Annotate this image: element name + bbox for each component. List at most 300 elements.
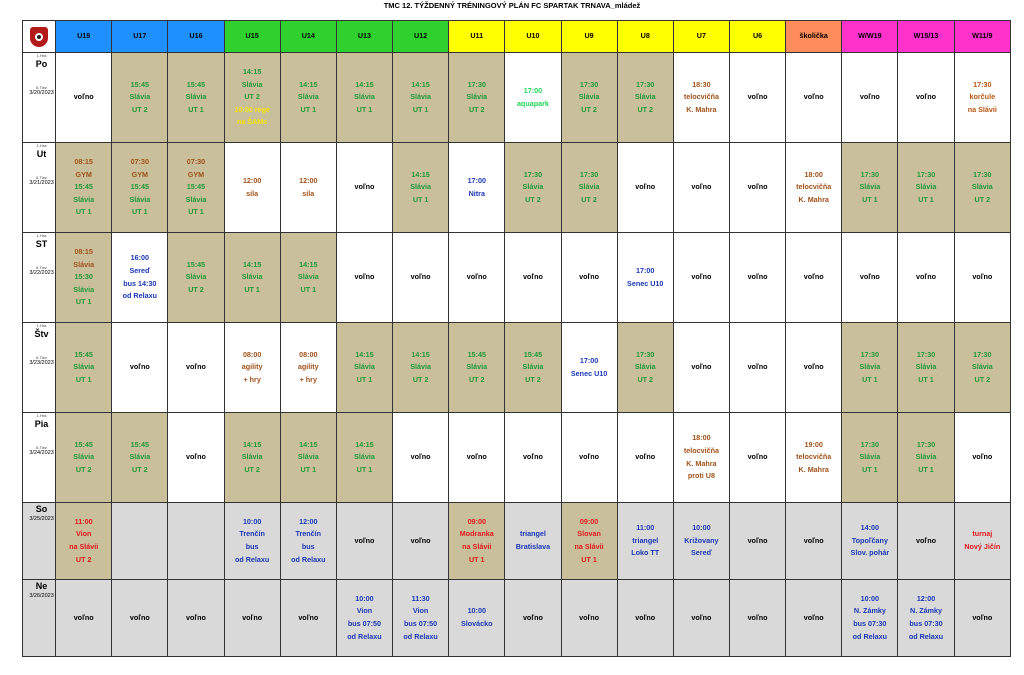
category-header: U15 [224,21,280,53]
day-row [23,143,1011,233]
schedule-cell [449,323,505,413]
schedule-line: 14:15 [355,439,374,449]
category-header: U13 [336,21,392,53]
schedule-line: Trenčín [295,529,322,539]
schedule-cell [168,233,224,323]
schedule-line: voľno [410,272,431,282]
day-note-top: 1.Hra [36,233,47,238]
schedule-line: 15:45 [186,259,206,269]
schedule-line: voľno [916,272,936,282]
category-header: U16 [168,21,224,53]
schedule-line: voľno [691,182,712,192]
schedule-line: 17:30 [973,169,992,179]
schedule-line: Slávia [241,452,263,462]
schedule-line: Nitra [468,188,485,198]
schedule-cell [898,503,954,580]
day-name: Ne [35,581,48,591]
schedule-line: UT 1 [300,284,317,294]
day-row [23,503,1011,580]
schedule-line: UT 2 [637,104,654,114]
schedule-line: UT 2 [132,464,148,474]
schedule-cell [673,143,729,233]
schedule-line: 10:00 [355,593,374,603]
plan-body [23,53,1011,657]
schedule-line: voľno [410,535,431,545]
schedule-line: UT 2 [974,374,991,384]
schedule-cell [842,53,898,143]
schedule-line: 15:45 [186,79,206,89]
schedule-cell [673,323,729,413]
schedule-line: UT 2 [581,104,597,114]
day-date: 3/24/2023 [29,449,54,456]
schedule-line: 11:30 [411,593,430,603]
schedule-line: Slávia [185,272,207,282]
schedule-line: Slávia [73,362,95,372]
schedule-line: Slávia [73,259,95,269]
schedule-line: Slávia [129,194,151,204]
schedule-line: Slávia [129,92,151,102]
schedule-line: voľno [73,612,94,622]
day-note-mid: 6.Tiez [36,444,47,450]
day-row [23,413,1011,503]
schedule-line: voľno [522,452,543,462]
schedule-line: voľno [916,535,936,545]
schedule-cell [617,53,673,143]
schedule-cell [617,323,673,413]
schedule-cell [224,143,280,233]
schedule-line: triangel [519,529,546,539]
category-header: U7 [673,21,729,53]
schedule-line: 15:45 [523,349,543,359]
schedule-line: + hry [243,374,261,384]
day-row [23,580,1011,657]
schedule-line: UT 1 [862,194,878,204]
schedule-line: voľno [466,452,487,462]
schedule-cell [673,413,729,503]
schedule-line: UT 1 [356,104,373,114]
schedule-line: 17:30 [579,79,599,89]
schedule-line: Slávia [466,362,488,372]
category-header: U19 [56,21,112,53]
schedule-cell [449,580,505,657]
schedule-line: voľno [803,272,824,282]
schedule-line: bus 14:30 [123,278,157,288]
schedule-line: turnaj [972,529,993,539]
schedule-line: 08:15 [74,247,93,257]
schedule-line: Trenčín [239,529,265,539]
schedule-cell [280,580,336,657]
day-label [23,413,55,502]
schedule-line: voľno [747,362,768,372]
schedule-cell [280,503,336,580]
schedule-line: 17:30 [973,349,992,359]
schedule-line: Križovany [684,535,719,545]
category-header: W15/13 [898,21,954,53]
schedule-line: Modranka [459,529,494,539]
schedule-line: Slávia [354,362,375,372]
schedule-line: Senec U10 [570,368,608,378]
schedule-cell [336,413,392,503]
schedule-cell [393,233,449,323]
schedule-line: voľno [635,612,656,622]
schedule-cell [842,580,898,657]
schedule-cell [336,143,392,233]
schedule-cell [954,143,1010,233]
schedule-line: UT 1 [356,374,373,384]
schedule-line: od Relaxu [234,554,270,564]
schedule-cell [729,53,785,143]
schedule-line: Slávia [410,182,431,192]
schedule-cell [842,413,898,503]
schedule-line: UT 1 [300,104,317,114]
schedule-line: od Relaxu [403,631,438,641]
schedule-line: 17:30 [636,79,655,89]
schedule-line: UT 2 [974,194,991,204]
fc-spartak-trnava-crest-icon [30,27,48,47]
schedule-line: UT 1 [468,554,485,564]
schedule-cell [336,503,392,580]
schedule-line: voľno [522,612,543,622]
schedule-line: 08:00 [242,349,262,359]
schedule-line: od Relaxu [291,554,326,564]
schedule-line: 11:00 [636,523,655,533]
day-label [23,580,55,656]
day-label [23,233,55,322]
schedule-cell [786,323,842,413]
schedule-line: 14:15 [411,349,430,359]
schedule-line: Slávia [297,452,319,462]
schedule-line: voľno [579,452,600,462]
day-name: Pia [34,419,49,429]
schedule-line: UT 1 [862,464,878,474]
schedule-cell [56,53,112,143]
schedule-line: agility [241,362,263,372]
schedule-cell [898,233,954,323]
schedule-line: Slávia [241,272,263,282]
schedule-line: proti U8 [687,471,715,481]
schedule-line: voľno [859,272,880,282]
schedule-line: Slovácko [460,619,493,628]
schedule-cell [729,503,785,580]
day-row [23,53,1011,143]
schedule-cell [336,53,392,143]
schedule-cell [56,503,112,580]
schedule-line: 17:30 [860,349,880,359]
schedule-line: 15:45 [186,182,206,192]
schedule-line: voľno [73,92,94,102]
schedule-line: voľno [466,272,487,282]
schedule-line: Slávia [634,362,656,372]
schedule-line: 17:00 [523,85,543,95]
schedule-cell [393,143,449,233]
schedule-line: Sereď [691,548,712,558]
schedule-line: bus 07:50 [347,619,382,628]
schedule-line: UT 1 [188,207,204,217]
day-label [23,53,55,142]
schedule-line: Vion [412,606,429,616]
schedule-line: Slávia [185,194,207,204]
schedule-cell [729,323,785,413]
schedule-line: voľno [298,612,319,622]
schedule-line: voľno [972,452,993,462]
day-label-cell [23,580,56,657]
schedule-cell [112,233,168,323]
schedule-line: voľno [354,535,375,545]
schedule-line: telocvičňa [796,182,832,192]
category-header: U6 [729,21,785,53]
schedule-line: GYM [131,169,149,179]
schedule-line: voľno [747,92,768,102]
schedule-line: 14:15 [355,349,374,359]
schedule-cell [393,323,449,413]
schedule-line: Bratislava [515,542,551,551]
schedule-line: voľno [972,612,993,622]
schedule-line: Slávia [410,362,431,372]
schedule-cell [505,323,561,413]
schedule-line: 14:15 [411,169,430,179]
schedule-cell [224,503,280,580]
schedule-cell [617,413,673,503]
schedule-cell [954,413,1010,503]
schedule-line: UT 1 [244,284,260,294]
schedule-line: voľno [972,272,993,282]
schedule-line: sila [302,188,315,198]
schedule-line: Slávia [522,182,544,192]
schedule-cell [168,580,224,657]
category-header: U10 [505,21,561,53]
schedule-cell [898,323,954,413]
category-header: U9 [561,21,617,53]
schedule-line: UT 2 [244,92,260,102]
schedule-line: UT 1 [356,464,373,474]
day-note-mid: 6.Tiez [36,174,47,180]
day-name: So [35,504,48,514]
schedule-line: na Slávii [574,542,604,551]
schedule-line: UT 2 [132,104,148,114]
schedule-line: 14:15 [299,79,318,89]
schedule-cell [280,143,336,233]
schedule-line: Sereď [129,265,151,275]
schedule-line: 15:45 [130,79,150,89]
schedule-line: UT 1 [918,194,934,204]
schedule-line: 17:30 [523,169,543,179]
schedule-cell [168,143,224,233]
schedule-line: Slávia [578,182,600,192]
schedule-line: Topoľčany [851,535,888,545]
day-note-mid: 6.Tiez [36,264,47,270]
schedule-line: UT 1 [188,104,204,114]
schedule-cell [168,503,224,580]
schedule-line: 15:45 [130,182,150,192]
schedule-cell [898,413,954,503]
schedule-line: 14:15 [299,439,318,449]
category-header: U11 [449,21,505,53]
day-label-cell [23,503,56,580]
schedule-cell [673,233,729,323]
schedule-line: voľno [635,452,656,462]
schedule-line: UT 1 [300,464,317,474]
schedule-line: 17:30 [916,349,936,359]
schedule-line: 17:30 [579,169,599,179]
schedule-line: bus 07:30 [853,619,887,628]
category-header: U12 [393,21,449,53]
schedule-line: 08:00 [299,349,318,359]
schedule-cell [617,233,673,323]
schedule-line: GYM [75,169,92,179]
schedule-cell [842,323,898,413]
schedule-line: Slávia [241,79,263,89]
schedule-cell [617,580,673,657]
schedule-line: voľno [691,362,712,372]
schedule-line: K. Mahra [798,464,829,474]
schedule-line: Slávia [73,452,95,462]
schedule-cell [449,53,505,143]
day-name: Po [35,59,48,69]
category-header: školička [786,21,842,53]
schedule-line: Slávia [129,452,151,462]
schedule-line: Slávia [634,92,656,102]
day-label [23,503,55,579]
schedule-cell [505,143,561,233]
schedule-line: UT 2 [188,284,204,294]
schedule-line: Slávia [410,92,431,102]
schedule-line: UT 1 [75,297,92,307]
schedule-cell [336,233,392,323]
schedule-line: 10:00 [860,593,880,603]
schedule-cell [954,323,1010,413]
schedule-line: voľno [803,535,824,545]
page-title: TMC 12. TÝŽDENNÝ TRÉNINGOVÝ PLÁN FC SPARTAK TRNAVA_mládež [383,1,641,10]
schedule-line: 17:30 [916,169,936,179]
schedule-line: 14:15 [411,79,430,89]
schedule-line: 18:00 [692,433,711,443]
schedule-cell [561,503,617,580]
schedule-line: 10:00 [242,516,262,526]
schedule-cell [393,580,449,657]
schedule-line: telocvičňa [683,445,719,455]
schedule-line: Senec U10 [627,278,664,288]
day-label-cell [23,323,56,413]
schedule-line: Slávia [859,182,881,192]
day-label-cell [23,233,56,323]
schedule-line: 17:00 [579,355,599,365]
schedule-cell [112,503,168,580]
schedule-cell [224,413,280,503]
day-note-top: 1.Hra [36,143,47,148]
schedule-cell [954,233,1010,323]
schedule-line: UT 1 [581,554,597,564]
schedule-cell [56,413,112,503]
schedule-line: Slov. pohár [850,548,890,558]
schedule-cell [898,143,954,233]
schedule-line: 17:30 [860,439,880,449]
category-header: U8 [617,21,673,53]
schedule-line: Slávia [971,362,993,372]
day-label-cell [23,413,56,503]
schedule-line: aquapark [516,98,549,108]
schedule-line: UT 1 [918,374,934,384]
schedule-line: voľno [747,535,768,545]
schedule-cell [561,53,617,143]
schedule-cell [336,323,392,413]
schedule-line: voľno [186,362,206,372]
schedule-cell [224,580,280,657]
schedule-line: 11:00 [74,516,93,526]
schedule-line: Slávia [859,452,881,462]
schedule-line: agility [297,362,319,372]
schedule-line: 12:00 [299,516,318,526]
schedule-line: 12:00 [242,175,262,185]
schedule-cell [505,413,561,503]
schedule-line: na Slávii [967,104,997,114]
schedule-cell [729,413,785,503]
schedule-line: UT 1 [75,207,92,217]
schedule-line: voľno [579,272,600,282]
schedule-cell [112,143,168,233]
schedule-line: voľno [186,612,206,622]
schedule-line: 15:45 [74,439,93,449]
schedule-line: na ŠAMs [236,117,268,127]
schedule-line: UT 1 [75,374,92,384]
schedule-line: 15:45 [130,439,150,449]
schedule-cell [842,143,898,233]
schedule-line: od Relaxu [122,291,157,301]
schedule-line: voľno [691,612,712,622]
schedule-line: 15:45 [74,349,93,359]
schedule-cell [505,53,561,143]
day-date: 3/23/2023 [29,359,54,366]
schedule-line: voľno [129,362,150,372]
schedule-line: voľno [803,92,824,102]
schedule-line: Slávia [859,362,881,372]
schedule-line: telocvičňa [796,452,832,462]
schedule-line: N. Zámky [853,606,886,616]
schedule-line: Slávia [915,182,937,192]
schedule-cell [898,53,954,143]
schedule-line: 14:15 [242,67,262,77]
schedule-line: bus [245,542,259,551]
schedule-cell [393,413,449,503]
schedule-line: voľno [691,272,712,282]
schedule-line: 17:00 [636,265,655,275]
schedule-line: UT 2 [75,464,92,474]
schedule-line: telocvičňa [683,92,719,102]
schedule-line: Slávia [466,92,488,102]
day-name: Štv [34,329,49,339]
schedule-line: 17:30 [636,349,655,359]
schedule-cell [786,580,842,657]
schedule-line: 15:30 [74,272,93,282]
schedule-cell [617,143,673,233]
schedule-line: Slávia [354,452,375,462]
schedule-line: Slovan [577,529,601,539]
schedule-line: voľno [186,452,206,462]
schedule-cell [280,53,336,143]
day-note-mid: 6.Tiez [36,84,47,90]
schedule-cell [954,580,1010,657]
day-date: 3/21/2023 [29,179,54,186]
schedule-line: 09:00 [579,516,599,526]
schedule-line: N. Zámky [910,606,942,616]
schedule-line: voľno [916,92,936,102]
schedule-line: Nový Jičín [964,542,1001,551]
schedule-line: bus 07:30 [909,619,943,628]
schedule-line: UT 2 [468,104,485,114]
schedule-line: K. Mahra [686,458,717,468]
schedule-cell [673,53,729,143]
schedule-line: 17:30 [916,439,936,449]
schedule-line: UT 2 [75,554,92,564]
